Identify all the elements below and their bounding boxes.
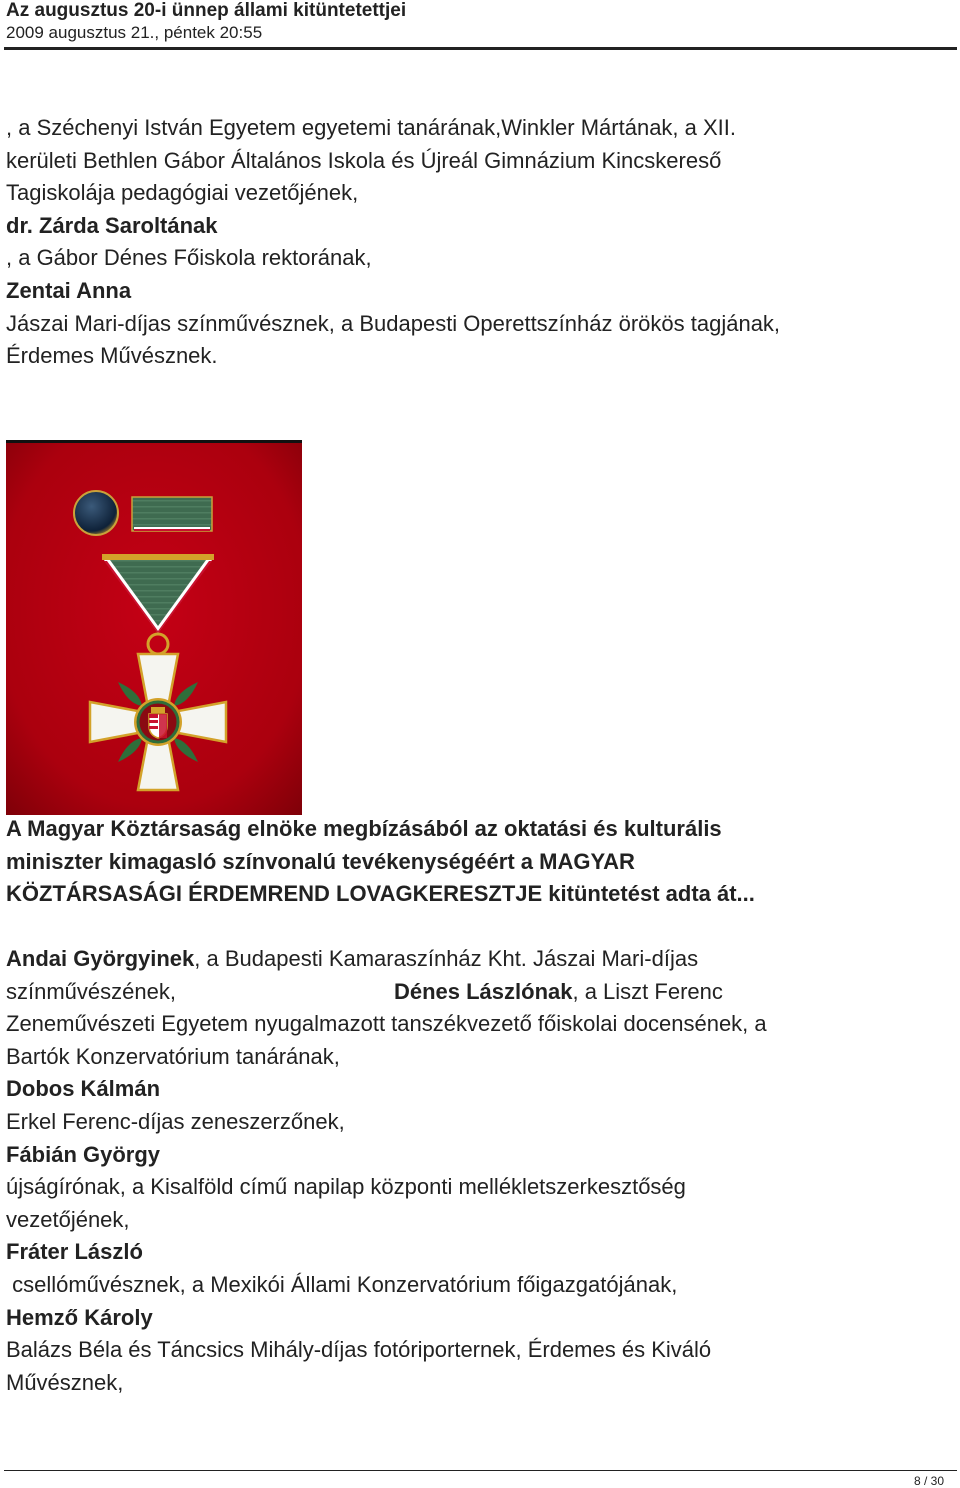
text-line: csellóművésznek, a Mexikói Állami Konzervatórium főigazgatójának, bbox=[6, 1271, 678, 1297]
document-header bbox=[0, 0, 960, 46]
text-line: , a Gábor Dénes Főiskola rektorának, bbox=[6, 245, 372, 271]
text-line: Andai Györgyinek, a Budapesti Kamaraszínház Kht. Jászai Mari-díjas bbox=[6, 946, 699, 971]
text-line: , a Széchenyi István Egyetem egyetemi tanárának,Winkler Mártának, a XII. bbox=[6, 115, 737, 140]
recipient-name: Fábián György bbox=[6, 1141, 161, 1167]
announcement-line: miniszter kimagasló színvonalú tevékenységéért a MAGYAR bbox=[6, 848, 635, 874]
award-announcement bbox=[6, 813, 755, 911]
recipient-name: Zentai Anna bbox=[6, 277, 132, 303]
recipient-name: dr. Zárda Saroltának bbox=[6, 212, 218, 238]
recipient-name: Dobos Kálmán bbox=[6, 1076, 161, 1102]
text-line: Jászai Mari-díjas színművésznek, a Budapesti Operettszínház örökös tagjának, bbox=[6, 310, 781, 336]
recipient-name: Dénes Lászlónak bbox=[393, 978, 573, 1004]
text-line: Balázs Béla és Táncsics Mihály-díjas fotóriporternek, Érdemes és Kiváló bbox=[6, 1337, 712, 1363]
recipient-name: Fráter László bbox=[6, 1239, 143, 1265]
order-of-merit-knights-cross-photo-icon bbox=[6, 440, 302, 815]
recipient-list bbox=[6, 943, 767, 1399]
text-line: Művésznek, bbox=[6, 1369, 124, 1395]
text-line: újságírónak, a Kisalföld című napilap központi mellékletszerkesztőség bbox=[6, 1174, 686, 1200]
text-line: Zeneművészeti Egyetem nyugalmazott tanszékvezető főiskolai docensének, a bbox=[6, 1011, 767, 1037]
document-title: Az augusztus 20-i ünnep állami kitüntetettjei bbox=[6, 0, 407, 21]
page-number: 8 / 30 bbox=[913, 1474, 944, 1488]
recipient-name: Andai Györgyinek bbox=[6, 946, 195, 971]
text-line: Erkel Ferenc-díjas zeneszerzőnek, bbox=[6, 1108, 345, 1134]
text-line: kerületi Bethlen Gábor Általános Iskola és Újreál Gimnázium Kincskereső bbox=[6, 147, 722, 173]
footer-divider bbox=[4, 1470, 957, 1471]
announcement-line: A Magyar Köztársaság elnöke megbízásából az oktatási és kulturális bbox=[6, 816, 722, 841]
text-line: színművészének, Dénes Lászlónak, a Liszt Ferenc bbox=[6, 978, 723, 1004]
publish-date: 2009 augusztus 21., péntek 20:55 bbox=[6, 23, 263, 42]
header-divider bbox=[4, 47, 957, 50]
text-line: vezetőjének, bbox=[6, 1206, 130, 1232]
announcement-line: KÖZTÁRSASÁGI ÉRDEMREND LOVAGKERESZTJE kitüntetést adta át... bbox=[6, 881, 755, 907]
text-line: Bartók Konzervatórium tanárának, bbox=[6, 1043, 340, 1069]
top-section bbox=[6, 112, 780, 373]
text-line: Tagiskolája pedagógiai vezetőjének, bbox=[6, 180, 359, 206]
recipient-name: Hemző Károly bbox=[6, 1304, 153, 1330]
text-line: Érdemes Művésznek. bbox=[6, 343, 218, 369]
